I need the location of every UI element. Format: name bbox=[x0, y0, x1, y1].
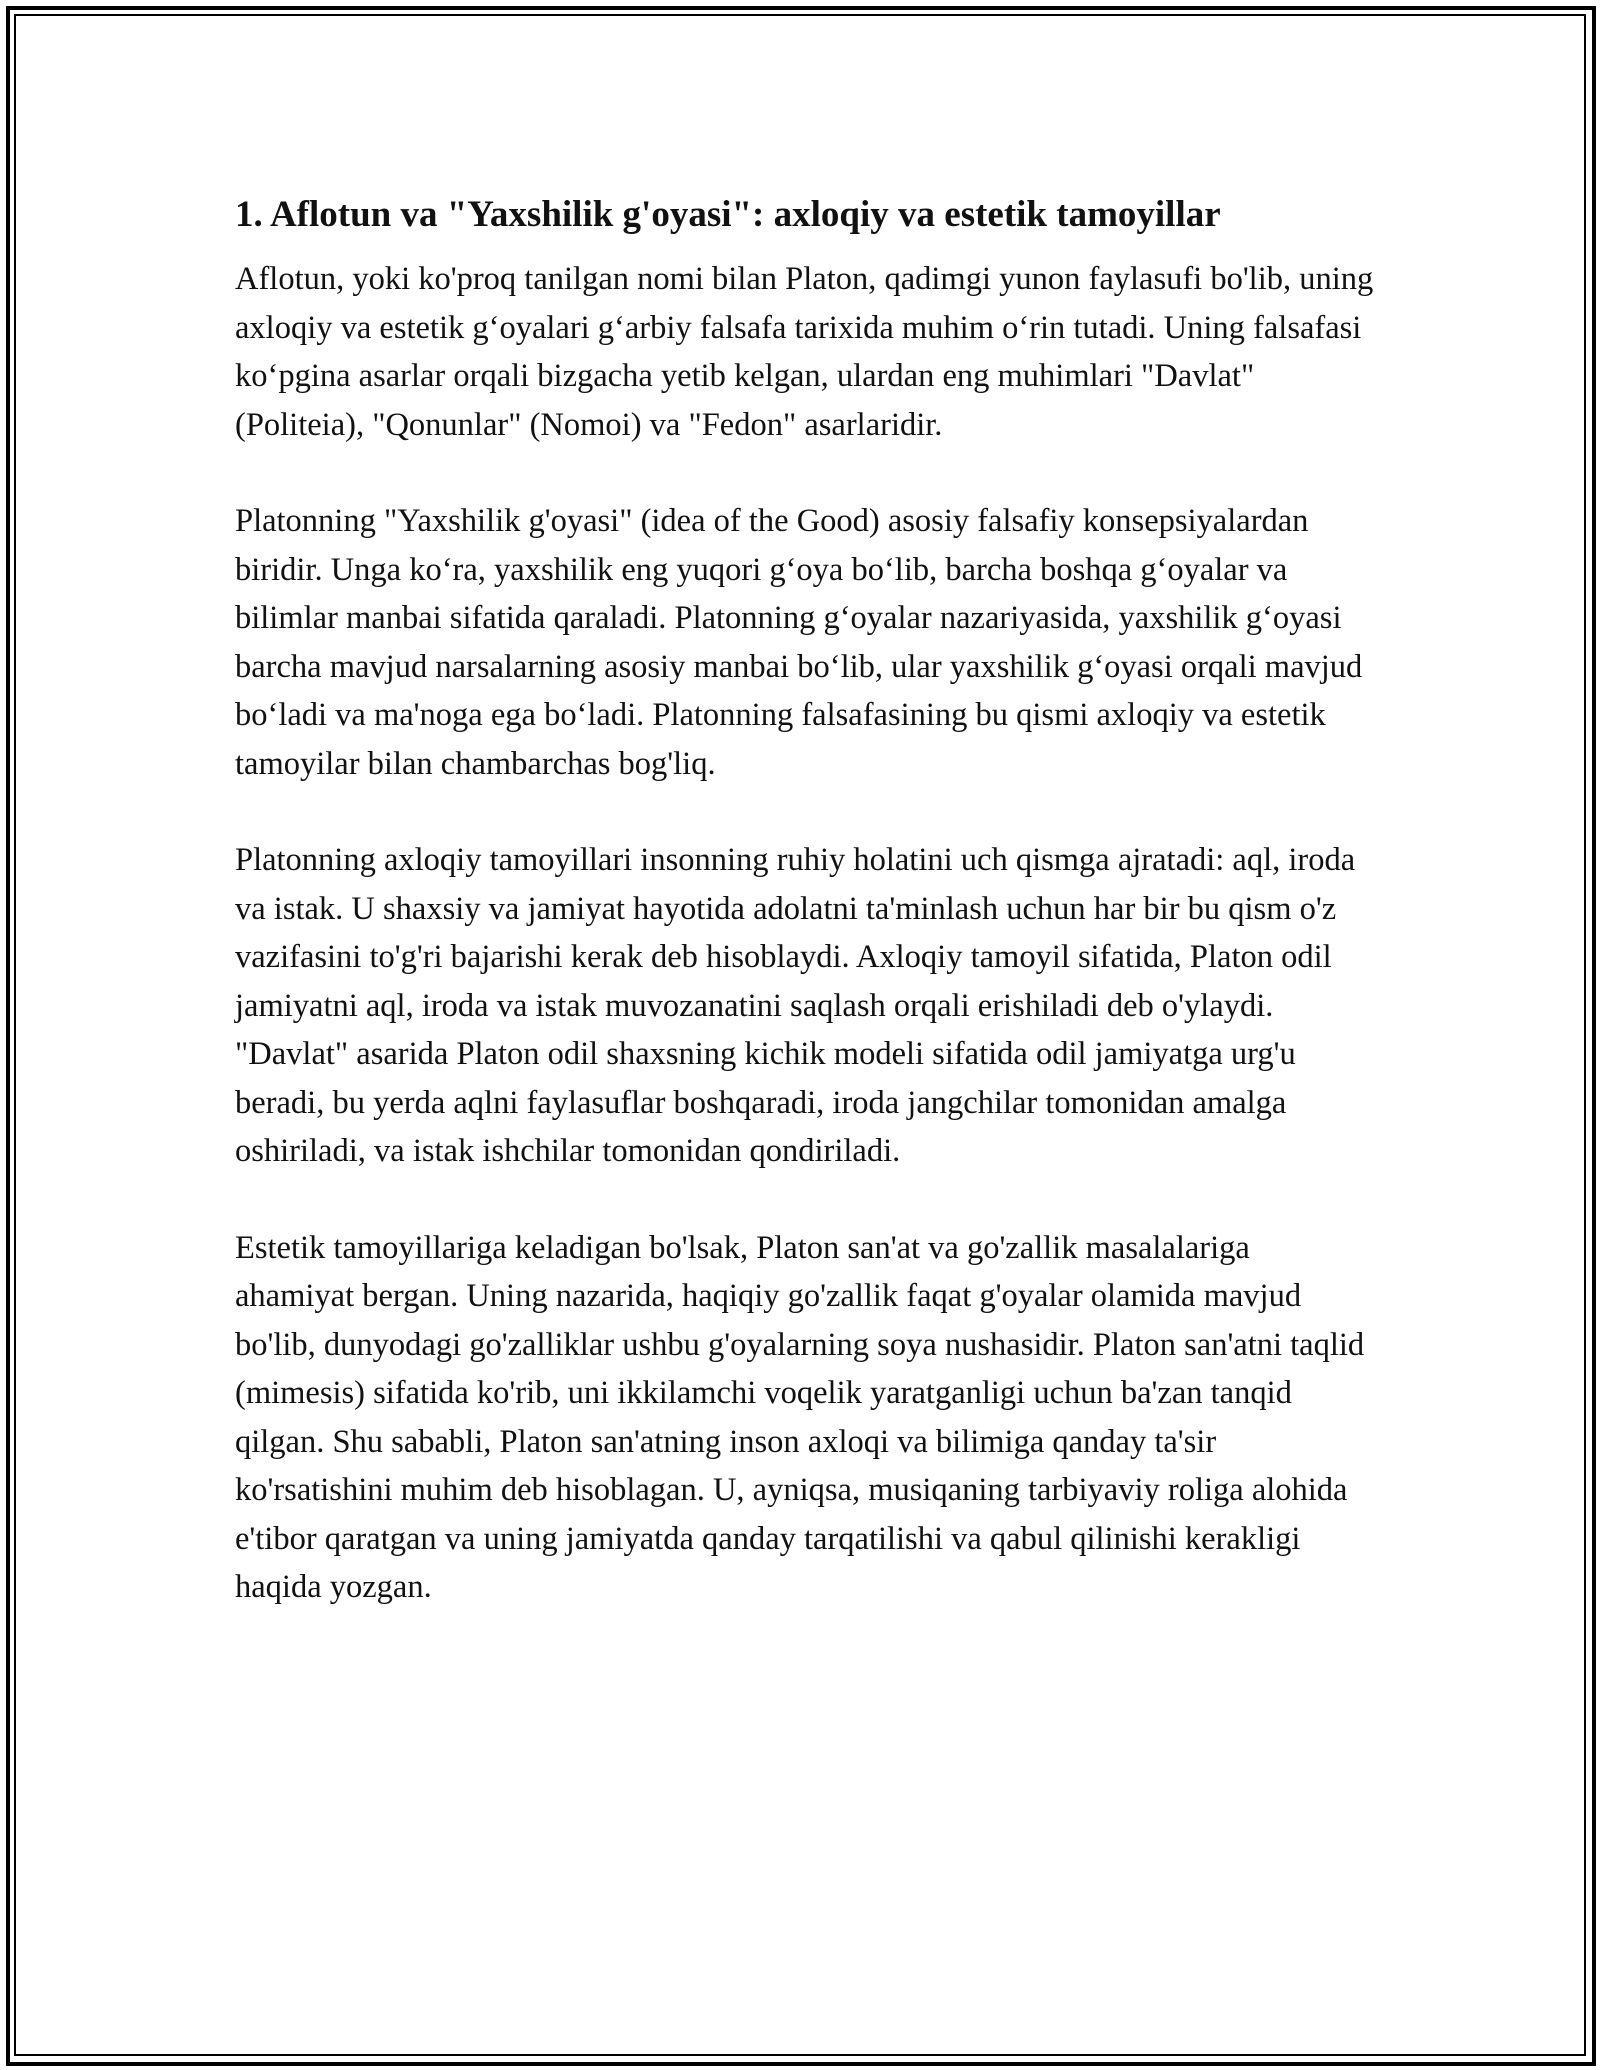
section-heading: 1. Aflotun va "Yaxshilik g'oyasi": axloqiy va estetik tamoyillar bbox=[235, 194, 1221, 235]
paragraph-intro: Aflotun, yoki ko'proq tanilgan nomi bilan Platon, qadimgi yunon faylasufi bo'lib, uning axloqiy va estetik g‘oyalari g‘arbiy falsafa tarixida muhim o‘rin tutadi. Uning falsafasi ko‘pgina asarlar orqali bizgacha yetib kelgan, ulardan eng muhimlari "Davlat" (Politeia), "Qonunlar" (Nomoi) va "Fedon" asarlaridir. bbox=[235, 261, 1374, 443]
paragraph-aesthetics: Estetik tamoyillariga keladigan bo'lsak, Platon san'at va go'zallik masalalariga ahamiyat bergan. Uning nazarida, haqiqiy go'zallik faqat g'oyalar olamida mavjud bo'lib, dunyodagi go'zalliklar ushbu g'oyalarning soya nushasidir. Platon san'atni taqlid (mimesis) sifatida ko'rib, uni ikkilamchi voqelik yaratganligi uchun ba'zan tanqid qilgan. Shu sababli, Platon san'atning inson axloqi va bilimiga qanday ta'sir ko'rsatishini muhim deb hisoblagan. U, ayniqsa, musiqaning tarbiyaviy roliga alohida e'tibor qaratgan va uning jamiyatda qanday tarqatilishi va qabul qilinishi kerakligi haqida yozgan. bbox=[235, 1229, 1365, 1605]
paragraph-ethics: Platonning axloqiy tamoyillari insonning ruhiy holatini uch qismga ajratadi: aql, iroda va istak. U shaxsiy va jamiyat hayotida adolatni ta'minlash uchun har bir bu qism o'z vazifasini to'g'ri bajarishi kerak deb hisoblaydi. Axloqiy tamoyil sifatida, Platon odil jamiyatni aql, iroda va istak muvozanatini saqlash orqali erishiladi deb o'ylaydi. "Davlat" asarida Platon odil shaxsning kichik modeli sifatida odil jamiyatga urg'u beradi, bu yerda aqlni faylasuflar boshqaradi, iroda jangchilar tomonidan amalga oshiriladi, va istak ishchilar tomonidan qondiriladi. bbox=[235, 842, 1356, 1169]
paragraph-idea-of-good: Platonning "Yaxshilik g'oyasi" (idea of the Good) asosiy falsafiy konsepsiyalardan biridir. Unga ko‘ra, yaxshilik eng yuqori g‘oya bo‘lib, barcha boshqa g‘oyalar va bilimlar manbai sifatida qaraladi. Platonning g‘oyalar nazariyasida, yaxshilik g‘oyasi barcha mavjud narsalarning asosiy manbai bo‘lib, ular yaxshilik g‘oyasi orqali mavjud bo‘ladi va ma'noga ega bo‘ladi. Platonning falsafasining bu qismi axloqiy va estetik tamoyilar bilan chambarchas bog'liq. bbox=[235, 503, 1363, 782]
document-body bbox=[235, 185, 1375, 1660]
